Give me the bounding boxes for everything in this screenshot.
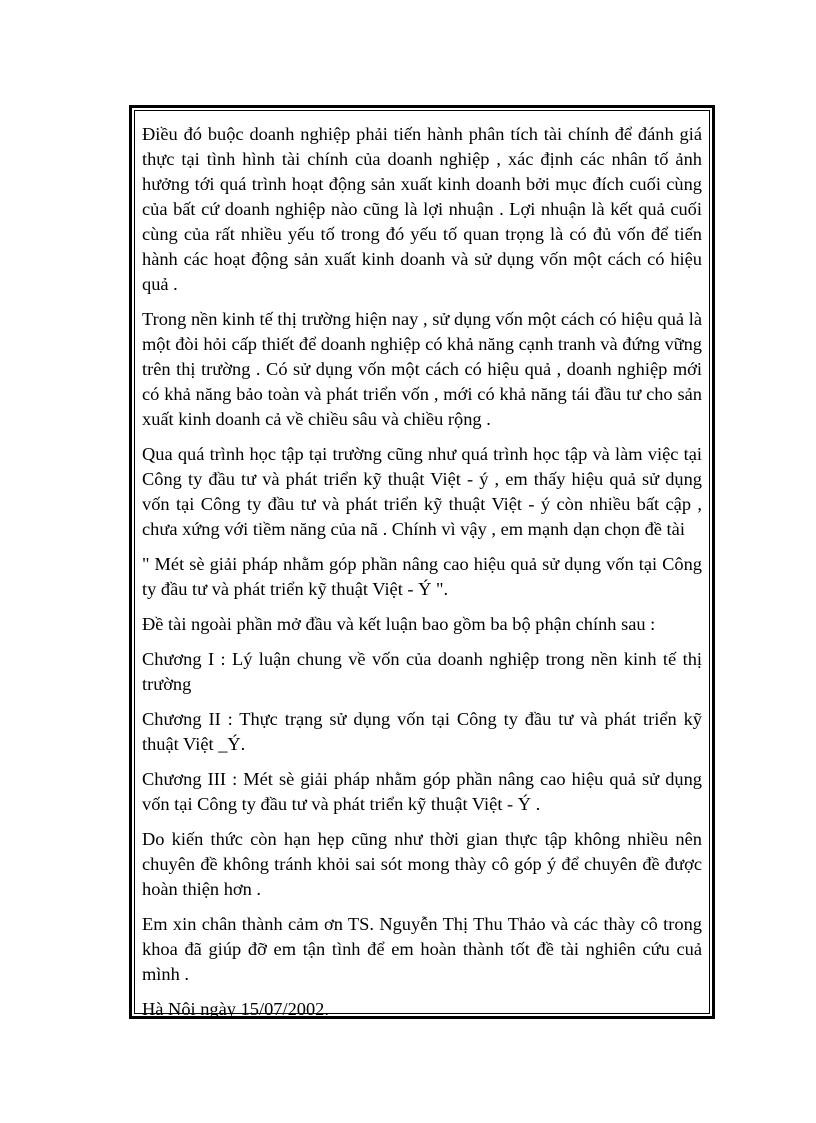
paragraph-intro: Điều đó buộc doanh nghiệp phải tiến hành phân tích tài chính để đánh giá thực tại tình hình tài chính của doanh nghiệp , xác định các nhân tố ảnh hưởng tới quá trình hoạt động sản xuất kinh doanh bởi mục đích cuối cùng của bất cứ doanh nghiệp nào cũng là lợi nhuận . Lợi nhuận là kết quả cuối cùng của rất nhiều yếu tố trong đó yếu tố quan trọng là có đủ vốn để tiến hành các hoạt động sản xuất kinh doanh và sử dụng vốn một cách có hiệu quả . [142,124,702,294]
page-border-frame [129,105,715,1019]
paragraph-chapter-3: Chương III : Mét sè giải pháp nhằm góp phần nâng cao hiệu quả sử dụng vốn tại Công ty đầu tư và phát triển kỹ thuật Việt - Ý . [142,769,702,814]
paragraph-limitations: Do kiến thức còn hạn hẹp cũng như thời gian thực tập không nhiều nên chuyên đề không tránh khỏi sai sót mong thày cô góp ý để chuyên đề được hoàn thiện hơn . [142,829,702,899]
paragraph-market-economy: Trong nền kinh tế thị trường hiện nay , sử dụng vốn một cách có hiệu quả là một đòi hỏi cấp thiết để doanh nghiệp có khả năng cạnh tranh và đứng vững trên thị trường . Có sử dụng vốn một cách có hiệu quả , doanh nghiệp mới có khả năng bảo toàn và phát triển vốn , mới có khả năng tái đầu tư cho sản xuất kinh doanh cả về chiều sâu và chiều rộng . [142,309,702,429]
paragraph-acknowledgement: Em xin chân thành cảm ơn TS. Nguyễn Thị Thu Thảo và các thày cô trong khoa đã giúp đỡ em tận tình để em hoàn thành tốt đề tài nghiên cứu cuả mình . [142,914,702,984]
paragraph-chapter-1: Chương I : Lý luận chung về vốn của doanh nghiệp trong nền kinh tế thị trường [142,649,702,694]
paragraph-structure: Đề tài ngoài phần mở đầu và kết luận bao gồm ba bộ phận chính sau : [142,614,656,634]
document-body [142,122,702,1032]
paragraph-chapter-2: Chương II : Thực trạng sử dụng vốn tại Công ty đầu tư và phát triển kỹ thuật Việt _Ý. [142,709,702,754]
paragraph-study-process: Qua quá trình học tập tại trường cũng như quá trình học tập và làm việc tại Công ty đầu tư và phát triển kỹ thuật Việt - ý , em thấy hiệu quả sử dụng vốn tại Công ty đầu tư và phát triển kỹ thuật Việt - ý còn nhiều bất cập , chưa xứng với tiềm năng của nã . Chính vì vậy , em mạnh dạn chọn đề tài [142,444,702,539]
paragraph-date-signoff: Hà Nội ngày 15/07/2002. [142,999,329,1019]
paragraph-thesis-title: " Mét sè giải pháp nhằm góp phần nâng cao hiệu quả sử dụng vốn tại Công ty đầu tư và phát triển kỹ thuật Việt - Ý ". [142,554,702,599]
